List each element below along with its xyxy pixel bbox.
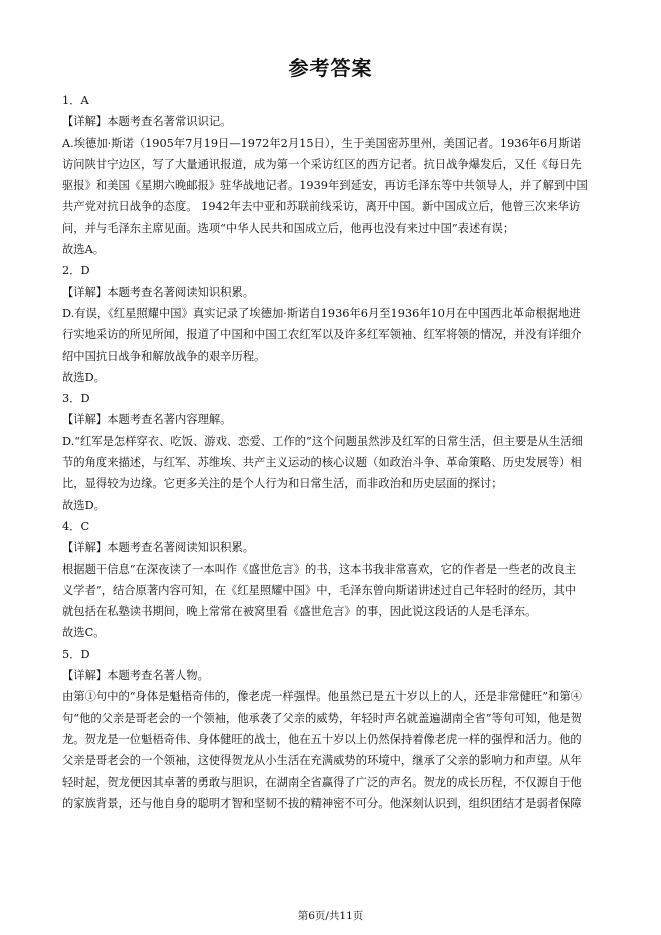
- text-line: 的家族背景，还与他自身的聪明才智和坚韧不拔的精神密不可分。他深刻认识到，组织团结才是弱者保障: [62, 796, 582, 810]
- text-line: 问，并与毛泽东主席见面。选项“中华人民共和国成立后，他再也没有来过中国”表述有误；: [62, 221, 515, 235]
- text-line: 4．C: [62, 519, 90, 533]
- text-line: 节的角度来描述，与红军、苏维埃、共产主义运动的核心议题（如政治斗争、革命策略、历史发展等）相: [62, 456, 582, 470]
- text-line: 就包括在私塾读书期间，晚上常常在被窝里看《盛世危言》的事，因此说这段话的人是毛泽东。: [62, 605, 537, 619]
- text-line: 2．D: [62, 264, 90, 278]
- text-line: 1．A: [62, 94, 89, 107]
- text-line: 3．D: [62, 392, 90, 406]
- text-line: 【详解】本题考查名著常识识记。: [62, 115, 232, 129]
- text-line: 由第①句中的“身体是魁梧奇伟的，像老虎一样强悍。他虽然已是五十岁以上的人，还是非常健旺”和第④: [62, 690, 582, 704]
- text-line: 驱报》和美国《星期六晚邮报》驻华战地记者。1939年到延安，再访毛泽东等中共领导人，并了解到中国: [62, 179, 588, 193]
- text-line: D.有误，《红星照耀中国》真实记录了埃德加·斯诺自1936年6月至1936年10月在中国西北革命根据地进: [62, 306, 581, 320]
- text-line: 故选D。: [62, 370, 105, 384]
- page-title: 参考答案: [288, 56, 373, 80]
- text-line: D.“红军是怎样穿衣、吃饭、游戏、恋爱、工作的”这个问题虽然涉及红军的日常生活，但主要是从生活细: [62, 434, 583, 448]
- text-line: 义学者”，结合原著内容可知，在《红星照耀中国》中，毛泽东曾向斯诺讲述过自己年轻时的经历，其中: [62, 583, 577, 597]
- text-line: 【详解】本题考查名著人物。: [62, 669, 209, 683]
- text-line: A.埃德加·斯诺（1905年7月19日—1972年2月15日），生于美国密苏里州，美国记者。1936年6月斯诺: [62, 136, 582, 150]
- text-line: 轻时起，贺龙便因其卓著的勇敢与胆识，在湖南全省赢得了广泛的声名。贺龙的成长历程，不仅源自于他: [62, 775, 582, 789]
- text-line: 绍中国抗日战争和解放战争的艰辛历程。: [62, 349, 266, 363]
- text-line: 父亲是哥老会的一个领袖，这使得贺龙从小生活在充满威势的环境中，继承了父亲的影响力和声望。从年: [62, 754, 582, 768]
- text-line: 访问陕甘宁边区，写了大量通讯报道，成为第一个采访红区的西方记者。抗日战争爆发后，又任《每日先: [62, 157, 582, 171]
- text-line: 句“他的父亲是哥老会的一个领袖，他承袭了父亲的威势，年轻时声名就盖遍湖南全省”等句可知，他是贺: [62, 711, 582, 725]
- text-line: 【详解】本题考查名著阅读知识积累。: [62, 541, 255, 555]
- text-line: 故选C。: [62, 626, 105, 640]
- text-line: 5．D: [62, 647, 90, 661]
- text-line: 【详解】本题考查名著内容理解。: [62, 413, 232, 427]
- answer-content: [62, 90, 602, 814]
- text-line: 龙。贺龙是一位魁梧奇伟、身体健旺的战士，他在五十岁以上仍然保持着像老虎一样的强悍和活力。他的: [62, 732, 582, 746]
- text-line: 比，显得较为边缘。它更多关注的是个人行为和日常生活，而非政治和历史层面的探讨；: [62, 477, 503, 491]
- text-line: 【详解】本题考查名著阅读知识积累。: [62, 285, 255, 299]
- text-line: 行实地采访的所见所闻，报道了中国和中国工农红军以及许多红军领袖、红军将领的情况，并没有详细介: [62, 328, 582, 342]
- page-footer: 第6页/共11页: [297, 910, 364, 922]
- text-line: 根据题干信息“在深夜读了一本叫作《盛世危言》的书，这本书我非常喜欢，它的作者是一些老的改良主: [62, 562, 577, 576]
- text-line: 故选A。: [62, 243, 105, 257]
- text-line: 故选D。: [62, 498, 105, 512]
- text-line: 共产党对抗日战争的态度。 1942年去中亚和苏联前线采访，离开中国。新中国成立后，他曾三次来华访: [62, 200, 581, 214]
